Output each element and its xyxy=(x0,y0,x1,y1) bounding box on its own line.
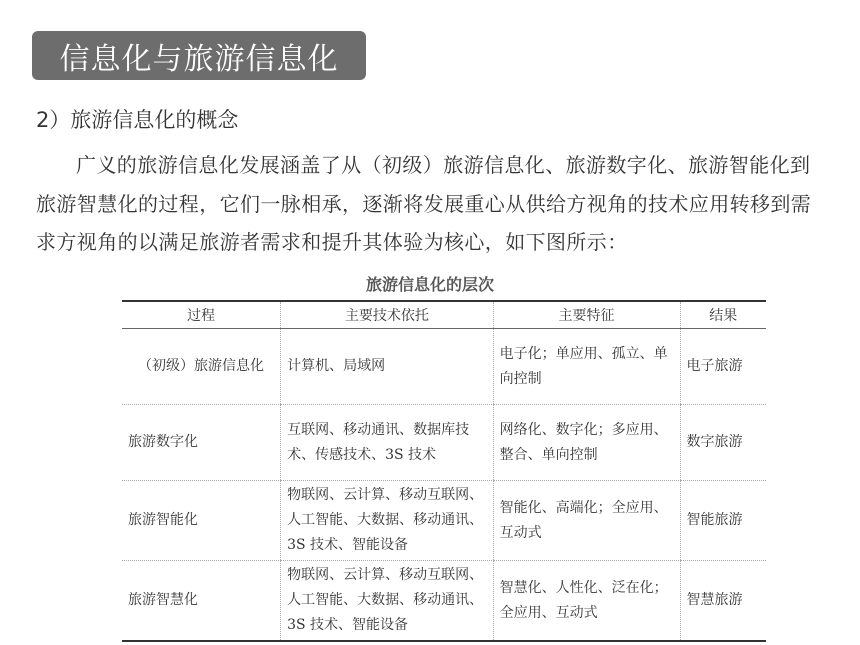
cell-tech: 物联网、云计算、移动互联网、人工智能、大数据、移动通讯、3S 技术、智能设备 xyxy=(281,561,494,642)
header-features: 主要特征 xyxy=(493,301,680,329)
page-title: 信息化与旅游信息化 xyxy=(59,41,339,77)
table-row xyxy=(122,561,766,642)
levels-table xyxy=(122,300,766,642)
table-caption: 旅游信息化的层次 xyxy=(365,275,494,294)
table-header-row xyxy=(122,301,766,329)
cell-tech: 物联网、云计算、移动互联网、人工智能、大数据、移动通讯、3S 技术、智能设备 xyxy=(281,481,494,561)
cell-result: 智慧旅游 xyxy=(680,561,766,642)
cell-process: （初级）旅游信息化 xyxy=(122,329,281,405)
cell-result: 电子旅游 xyxy=(680,329,766,405)
header-process: 过程 xyxy=(122,301,281,329)
cell-features: 智慧化、人性化、泛在化；全应用、互动式 xyxy=(493,561,680,642)
table-row xyxy=(122,329,766,405)
table-row xyxy=(122,481,766,561)
title-banner xyxy=(32,31,366,80)
cell-result: 数字旅游 xyxy=(680,405,766,481)
cell-process: 旅游智能化 xyxy=(122,481,281,561)
cell-process: 旅游智慧化 xyxy=(122,561,281,642)
body-paragraph: 广义的旅游信息化发展涵盖了从（初级）旅游信息化、旅游数字化、旅游智能化到旅游智慧化的过程，它们一脉相承，逐渐将发展重心从供给方视角的技术应用转移到需求方视角的以满足旅游者需求和提升其体验为核心，如下图所示： xyxy=(36,153,812,254)
cell-features: 智能化、高端化；全应用、互动式 xyxy=(493,481,680,561)
cell-result: 智能旅游 xyxy=(680,481,766,561)
cell-tech: 计算机、局域网 xyxy=(281,329,494,405)
cell-features: 电子化；单应用、孤立、单向控制 xyxy=(493,329,680,405)
cell-features: 网络化、数字化；多应用、整合、单向控制 xyxy=(493,405,680,481)
section-heading: 2）旅游信息化的概念 xyxy=(36,108,239,132)
cell-process: 旅游数字化 xyxy=(122,405,281,481)
cell-tech: 互联网、移动通讯、数据库技术、传感技术、3S 技术 xyxy=(281,405,494,481)
table-row xyxy=(122,405,766,481)
header-tech: 主要技术依托 xyxy=(281,301,494,329)
header-result: 结果 xyxy=(680,301,766,329)
